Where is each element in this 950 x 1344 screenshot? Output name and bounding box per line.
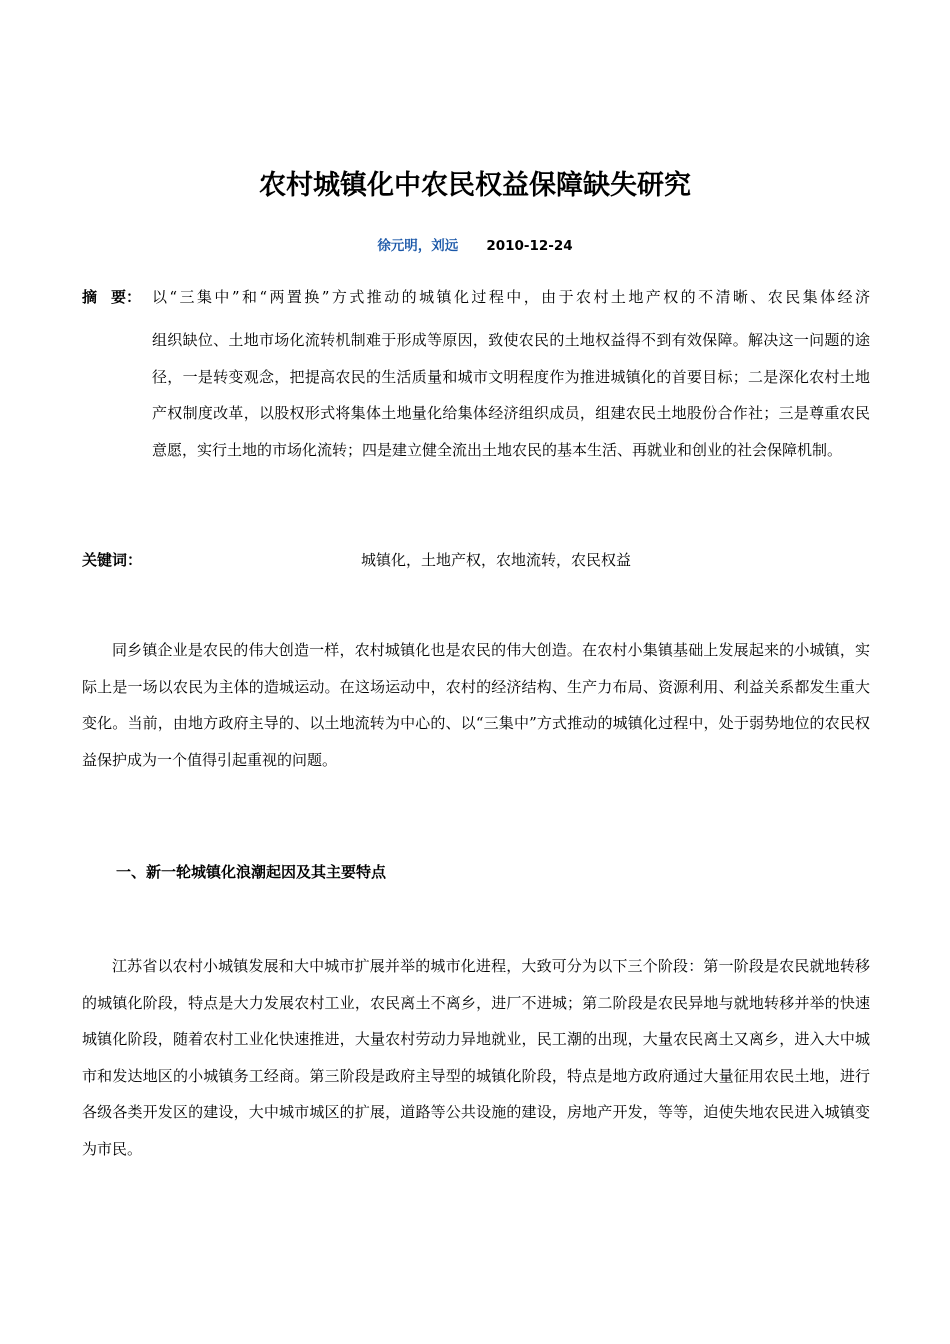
keywords-value: 城镇化，土地产权，农地流转，农民权益 <box>361 551 632 569</box>
body-paragraph-2: 江苏省以农村小城镇发展和大中城市扩展并举的城市化进程，大致可分为以下三个阶段：第一阶段是农民就地转移的城镇化阶段，特点是大力发展农村工业，农民离土不离乡，进厂不进城；第二阶段是农民异地与就地转移并举的快速城镇化阶段，随着农村工业化快速推进，大量农村劳动力异地就业，民工潮的出现，大量农民离土又离乡，进入大中城市和发达地区的小城镇务工经商。第三阶段是政府主导型的城镇化阶段，特点是地方政府通过大量征用农民土地，进行各级各类开发区的建设，大中城市城区的扩展，道路等公共设施的建设，房地产开发，等等，迫使失地农民进入城镇变为市民。 <box>82 957 870 1158</box>
section-heading-1: 一、新一轮城镇化浪潮起因及其主要特点 <box>116 863 387 881</box>
abstract-label-char1: 摘 <box>82 288 98 306</box>
abstract-first-line: 以“三集中”和“两置换”方式推动的城镇化过程中，由于农村土地产权的不清晰、农民集体经济 <box>152 288 870 306</box>
byline <box>0 237 950 255</box>
body-paragraph-1: 同乡镇企业是农民的伟大创造一样，农村城镇化也是农民的伟大创造。在农村小集镇基础上发展起来的小城镇，实际上是一场以农民为主体的造城运动。在这场运动中，农村的经济结构、生产力布局、资源利用、利益关系都发生重大变化。当前，由地方政府主导的、以土地流转为中心的、以“三集中”方式推动的城镇化过程中，处于弱势地位的农民权益保护成为一个值得引起重视的问题。 <box>82 641 870 769</box>
abstract-body: 组织缺位、土地市场化流转机制难于形成等原因，致使农民的土地权益得不到有效保障。解决这一问题的途径，一是转变观念，把提高农民的生活质量和城市文明程度作为推进城镇化的首要目标；二是深化农村土地产权制度改革，以股权形式将集体土地量化给集体经济组织成员，组建农民土地股份合作社；三是尊重农民意愿，实行土地的市场化流转；四是建立健全流出土地农民的基本生活、再就业和创业的社会保障机制。 <box>152 331 870 459</box>
keywords-label: 关键词： <box>82 551 143 569</box>
abstract-label <box>82 286 141 308</box>
authors-link[interactable]: 徐元明，刘远 <box>377 238 459 254</box>
abstract-label-char2: 要： <box>111 288 142 306</box>
paper-title: 农村城镇化中农民权益保障缺失研究 <box>259 170 691 201</box>
publish-date: 2010-12-24 <box>486 238 573 254</box>
